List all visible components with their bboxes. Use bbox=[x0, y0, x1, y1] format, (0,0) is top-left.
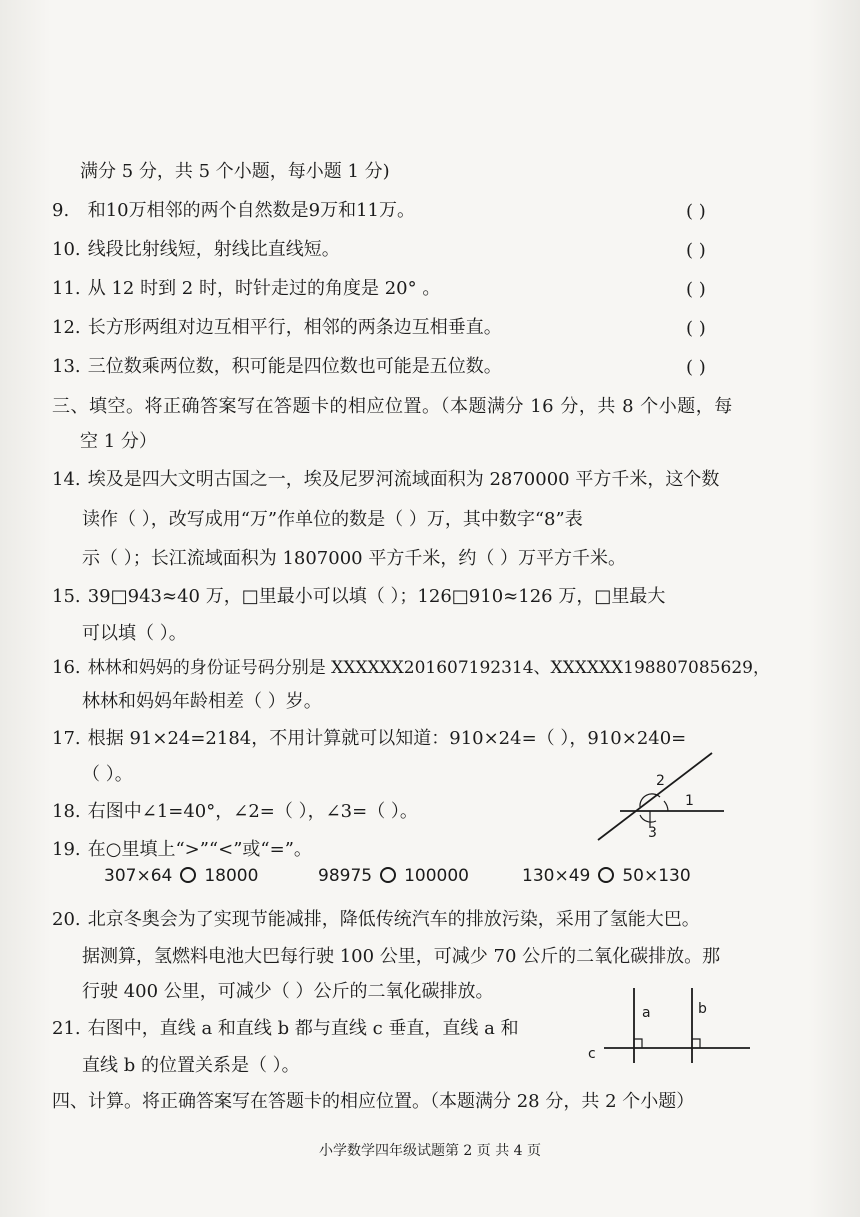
question-11 bbox=[52, 277, 440, 301]
compare-item bbox=[522, 866, 691, 886]
question-15 bbox=[52, 585, 665, 609]
line-label-a: a bbox=[642, 1005, 651, 1021]
question-21 bbox=[52, 1017, 519, 1041]
compare-right: 50×130 bbox=[622, 866, 691, 886]
question-number: 9. bbox=[52, 200, 70, 221]
section3-heading: 三、填空。将正确答案写在答题卡的相应位置。（本题满分 16 分，共 8 个小题，每 bbox=[52, 396, 733, 417]
question-text: 埃及是四大文明古国之一，埃及尼罗河流域面积为 2870000 平方千米，这个数 bbox=[87, 469, 720, 490]
angle-label-1: 1 bbox=[685, 793, 694, 809]
question-20 bbox=[52, 908, 700, 932]
angle-label-2: 2 bbox=[656, 773, 665, 789]
question-14 bbox=[52, 468, 719, 492]
answer-blank[interactable]: ( ) bbox=[686, 240, 706, 261]
question-number: 13. bbox=[52, 356, 81, 377]
question-number: 16. bbox=[52, 657, 81, 678]
question-14-line2: 读作（ ），改写成用“万”作单位的数是（ ）万，其中数字“8”表 bbox=[82, 509, 583, 530]
question-19 bbox=[52, 838, 312, 862]
compare-item bbox=[104, 866, 258, 886]
question-text: 北京冬奥会为了实现节能减排，降低传统汽车的排放污染，采用了氢能大巴。 bbox=[87, 909, 700, 930]
question-number: 18. bbox=[52, 801, 81, 822]
answer-blank[interactable]: ( ) bbox=[686, 318, 706, 339]
question-12 bbox=[52, 316, 502, 340]
question-20-line3: 行驶 400 公里，可减少（ ）公斤的二氧化碳排放。 bbox=[82, 981, 494, 1002]
question-9 bbox=[52, 199, 415, 223]
answer-blank[interactable]: ( ) bbox=[686, 357, 706, 378]
question-text: 右图中∠1=40°，∠2=（ ），∠3=（ ）。 bbox=[87, 801, 418, 822]
compare-left: 130×49 bbox=[522, 866, 591, 886]
section3-heading-cont: 空 1 分） bbox=[80, 431, 157, 452]
question-13 bbox=[52, 355, 502, 379]
question-14-line3: 示（ ）；长江流域面积为 1807000 平方千米，约（ ）万平方千米。 bbox=[82, 548, 627, 569]
compare-left: 98975 bbox=[318, 866, 373, 886]
answer-blank[interactable]: ( ) bbox=[686, 201, 706, 222]
question-number: 15. bbox=[52, 586, 81, 607]
question-number: 20. bbox=[52, 909, 81, 930]
question-text: 从 12 时到 2 时，时针走过的角度是 20° 。 bbox=[87, 278, 441, 299]
question-number: 10. bbox=[52, 239, 81, 260]
question-16-line2: 林林和妈妈年龄相差（ ）岁。 bbox=[82, 691, 322, 712]
question-number: 11. bbox=[52, 278, 81, 299]
compare-circle[interactable] bbox=[598, 867, 614, 883]
question-number: 12. bbox=[52, 317, 81, 338]
section4-heading: 四、计算。将正确答案写在答题卡的相应位置。（本题满分 28 分，共 2 个小题） bbox=[52, 1091, 695, 1112]
question-text: 线段比射线短，射线比直线短。 bbox=[87, 239, 340, 260]
question-text: 林林和妈妈的身份证号码分别是 XXXXXX201607192314、XXXXXX198807085629， bbox=[87, 658, 770, 678]
compare-circle[interactable] bbox=[380, 867, 396, 883]
question-text: 和10万相邻的两个自然数是9万和11万。 bbox=[87, 200, 415, 221]
section2-tail: 满分 5 分，共 5 个小题，每小题 1 分) bbox=[80, 161, 390, 182]
question-10 bbox=[52, 238, 340, 262]
question-number: 19. bbox=[52, 839, 81, 860]
question-number: 14. bbox=[52, 469, 81, 490]
question-text: 在○里填上“>”“<”或“=”。 bbox=[87, 839, 312, 860]
question-21-line2: 直线 b 的位置关系是（ ）。 bbox=[82, 1055, 300, 1076]
question-text: 39□943≈40 万，□里最小可以填（ ）；126□910≈126 万，□里最大 bbox=[87, 586, 666, 607]
perpendicular-figure bbox=[582, 985, 754, 1070]
question-text: 根据 91×24=2184，不用计算就可以知道：910×24=（ ），910×240= bbox=[87, 728, 687, 749]
compare-item bbox=[318, 866, 469, 886]
question-number: 21. bbox=[52, 1018, 81, 1039]
question-17-line2: （ ）。 bbox=[82, 764, 133, 785]
compare-right: 18000 bbox=[204, 866, 259, 886]
compare-left: 307×64 bbox=[104, 866, 173, 886]
question-text: 三位数乘两位数，积可能是四位数也可能是五位数。 bbox=[87, 356, 502, 377]
question-number: 17. bbox=[52, 728, 81, 749]
question-20-line2: 据测算，氢燃料电池大巴每行驶 100 公里，可减少 70 公斤的二氧化碳排放。那 bbox=[82, 946, 721, 967]
compare-right: 100000 bbox=[404, 866, 469, 886]
angle-label-3: 3 bbox=[648, 825, 657, 841]
page-footer: 小学数学四年级试题第 2 页 共 4 页 bbox=[318, 1143, 542, 1159]
line-label-b: b bbox=[698, 1001, 707, 1017]
angle-figure bbox=[590, 745, 730, 850]
question-15-line2: 可以填（ ）。 bbox=[82, 623, 187, 644]
compare-circle[interactable] bbox=[180, 867, 196, 883]
question-text: 长方形两组对边互相平行，相邻的两条边互相垂直。 bbox=[87, 317, 502, 338]
question-16 bbox=[52, 656, 770, 680]
question-18 bbox=[52, 800, 418, 824]
line-label-c: c bbox=[588, 1046, 596, 1062]
question-text: 右图中，直线 a 和直线 b 都与直线 c 垂直，直线 a 和 bbox=[87, 1018, 519, 1039]
answer-blank[interactable]: ( ) bbox=[686, 279, 706, 300]
